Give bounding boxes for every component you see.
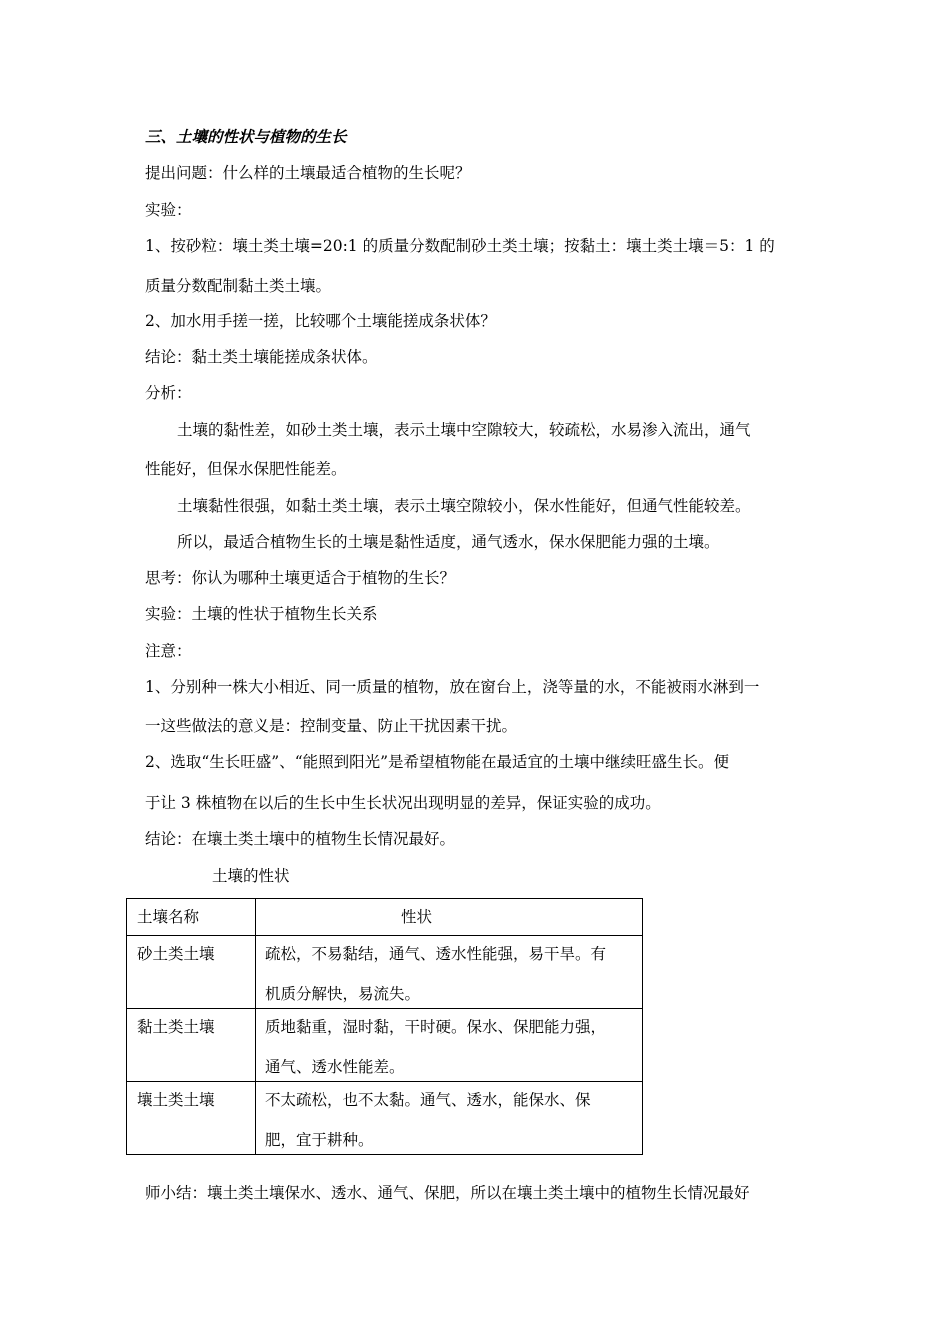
property-line: 肥，宜于耕种。: [265, 1131, 374, 1149]
table-cell: [127, 1082, 256, 1155]
note2-line-a: 2、选取“生长旺盛”、“能照到阳光”是希望植物能在最适宜的土壤中继续旺盛生长。便: [145, 753, 730, 771]
table-cell: [256, 1009, 643, 1082]
header-property: 性状: [401, 908, 433, 926]
step1-line-a: 1、按砂粒：壤土类土壤=20:1 的质量分数配制砂土类土壤；按黏土：壤土类土壤＝5：1 的: [145, 237, 775, 255]
table-cell: [256, 936, 643, 1009]
table-row: [127, 1009, 643, 1082]
section-heading: 三、土壤的性状与植物的生长: [145, 127, 347, 146]
think-line: 思考：你认为哪种土壤更适合于植物的生长？: [145, 569, 456, 587]
table-header-cell: [256, 899, 643, 936]
soil-properties-table: [126, 898, 643, 1155]
note1-line-b: 一这些做法的意义是：控制变量、防止干扰因素干扰。: [145, 717, 518, 735]
table-header-cell: [127, 899, 256, 936]
analysis2-line: 土壤黏性很强，如黏土类土壤，表示土壤空隙较小，保水性能好，但通气性能较差。: [177, 497, 751, 515]
analysis-title: 分析：: [145, 384, 192, 402]
table-cell: [127, 936, 256, 1009]
soil-name: 黏土类土壤: [137, 1018, 215, 1036]
property-line: 不太疏松，也不太黏。通气、透水，能保水、保: [265, 1091, 591, 1109]
conclusion1-line: 结论：黏土类土壤能搓成条状体。: [145, 348, 378, 366]
table-cell: [127, 1009, 256, 1082]
question-line: 提出问题：什么样的土壤最适合植物的生长呢？: [145, 164, 471, 182]
analysis3-line: 所以，最适合植物生长的土壤是黏性适度，通气透水，保水保肥能力强的土壤。: [177, 533, 720, 551]
step1-line-b: 质量分数配制黏土类土壤。: [145, 277, 332, 295]
experiment-title: 实验：: [145, 201, 192, 219]
table-cell: [256, 1082, 643, 1155]
table-caption: 土壤的性状: [212, 867, 290, 885]
property-line: 疏松，不易黏结，通气、透水性能强，易干旱。有: [265, 945, 607, 963]
property-line: 机质分解快，易流失。: [265, 985, 421, 1003]
analysis1-line-b: 性能好，但保水保肥性能差。: [145, 460, 347, 478]
header-soil-name: 土壤名称: [137, 908, 200, 926]
soil-name: 砂土类土壤: [137, 945, 215, 963]
note1-line-a: 1、分别种一株大小相近、同一质量的植物，放在窗台上，浇等量的水，不能被雨水淋到一: [145, 678, 760, 696]
analysis1-line-a: 土壤的黏性差，如砂土类土壤，表示土壤中空隙较大，较疏松，水易渗入流出，通气: [177, 421, 751, 439]
teacher-summary-line: 师小结：壤土类土壤保水、透水、通气、保肥，所以在壤土类土壤中的植物生长情况最好: [145, 1184, 750, 1202]
step2-line: 2、加水用手搓一搓，比较哪个土壤能搓成条状体？: [145, 312, 496, 330]
soil-name: 壤土类土壤: [137, 1091, 215, 1109]
table-row: [127, 1082, 643, 1155]
experiment2-line: 实验：土壤的性状于植物生长关系: [145, 605, 378, 623]
table-header-row: [127, 899, 643, 936]
note-title: 注意：: [145, 642, 192, 660]
property-line: 通气、透水性能差。: [265, 1058, 405, 1076]
table-row: [127, 936, 643, 1009]
conclusion2-line: 结论：在壤土类土壤中的植物生长情况最好。: [145, 830, 456, 848]
property-line: 质地黏重，湿时黏，干时硬。保水、保肥能力强，: [265, 1018, 607, 1036]
note2-line-b: 于让 3 株植物在以后的生长中生长状况出现明显的差异，保证实验的成功。: [145, 794, 661, 812]
